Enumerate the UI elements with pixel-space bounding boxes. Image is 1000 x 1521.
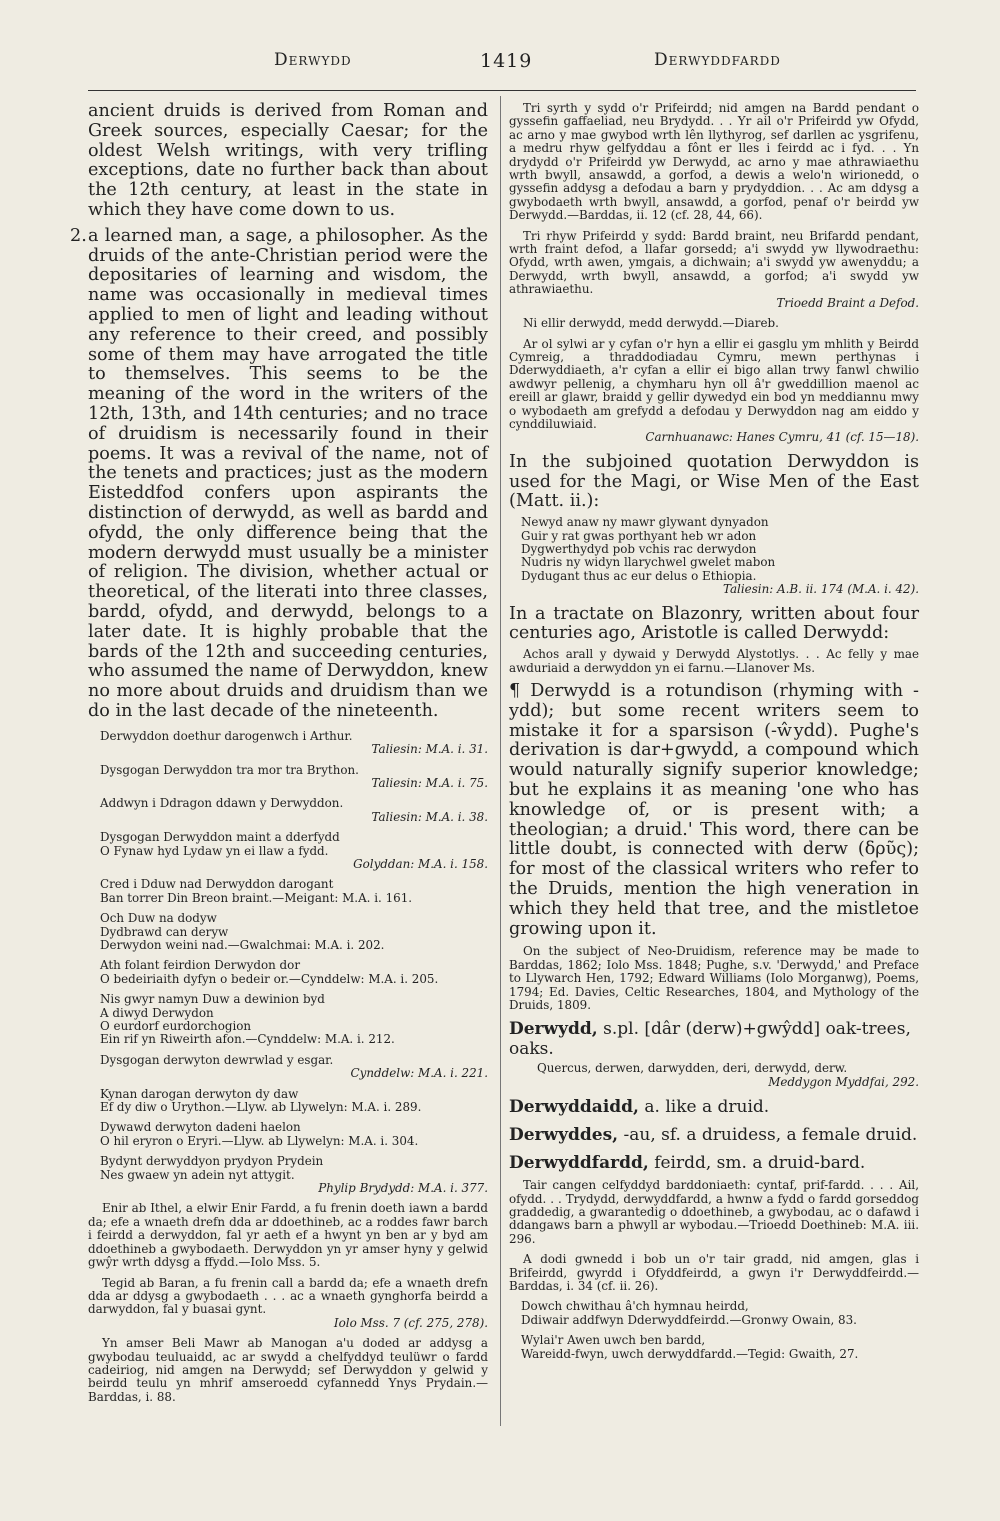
- verse-quote: [88, 1054, 488, 1081]
- verse-line: O hil eryron o Eryri.—Llyw. ab Llywelyn: M.A. i. 304.: [100, 1133, 419, 1148]
- running-head-left: Derwydd: [274, 50, 352, 70]
- verse-quote: [509, 1334, 919, 1361]
- quote-citation: Carnhuanawc: Hanes Cymru, 41 (cf. 15—18).: [645, 430, 919, 445]
- quotation-list: [88, 730, 488, 1196]
- verse-quote: [88, 831, 488, 871]
- quote-citation: Taliesin: M.A. i. 75.: [371, 775, 488, 790]
- entry-derwyddes: [509, 1125, 919, 1145]
- verse-line: Guir y rat gwas porthyant heb wr adon: [521, 528, 757, 543]
- prose-quote: Tri syrth y sydd o'r Prifeirdd; nid amgen na Bardd pendant o gyssefin gaffaeliad, neu Brydydd. . . Yr ail o'r Prifeirdd yw Ofydd, ac arno y mae gwybod wrth lên llythyrog, sef darllen ac ysgrifenu, a medru rhyw gelfyddau a fônt er lles i feirdd ac i fyd. . . Yn drydydd o'r Prifeirdd yw Derwydd, ac arno y mae athrawiaethu wrth bwyll, ansawdd, a gorfod, a dewis a welo'n wirionedd, o gyssefin addysg a defodau a barn y prydyddion. . . Ac am ddysg a gwybodaeth wrth bwyll, ansawdd, a gorfod, penaf o'r beirdd yw Derwydd.—Barddas, ii. 12 (cf. 28, 44, 66).: [509, 101, 919, 223]
- sense-2: [70, 225, 488, 722]
- verse-quote: [88, 912, 488, 952]
- verse-line: Nis gwyr namyn Duw a dewinion byd: [100, 992, 325, 1007]
- sense-2-text: a learned man, a sage, a philosopher. As the druids of the ante-Christian period were the depositaries of learning and wisdom, the name was occasionally in medieval times applied to men of light and leading without any reference to their creed, and possibly some of them may have arrogated the title to themselves. This seems to be the meaning of the word in the writers of the 12th, 13th, and 14th centuries; and no trace of druidism is necessarily found in their poems. It was a revival of the name, not of the tenets and practices; just as the modern Eisteddfod confers upon aspirants the distinction of derwydd, as well as bardd and ofydd, the only difference being that the modern derwydd must usually be a minister of religion. The division, whether actual or theoretical, of the literati into three classes, bardd, ofydd, and derwydd, belongs to a later date. It is highly probable that the bards of the 12th and succeeding centuries, who assumed the name of Derwyddon, knew no more about druids and druidism than we do in the last decade of the nineteenth.: [88, 225, 488, 721]
- verse-line: O eurdorf eurdorchogion: [100, 1019, 252, 1034]
- quote-citation: Trioedd Braint a Defod.: [776, 295, 919, 310]
- verse-line: O bedeiriaith dyfyn o bedeir or.—Cynddelw: M.A. i. 205.: [100, 971, 439, 986]
- running-head-right: Derwyddfardd: [654, 50, 781, 70]
- reference-note: On the subject of Neo-Druidism, reference may be made to Barddas, 1862; Iolo Mss. 1848; Pughe, s.v. 'Derwydd,' and Preface to Llywarch Hen, 1792; Edward Williams (Iolo Morganwg), Poems, 1794; Ed. Davies, Celtic Researches, 1804, and Mythology of the Druids, 1809.: [509, 944, 919, 1012]
- definition: -au, sf. a druidess, a female druid.: [623, 1125, 918, 1146]
- verse-line: Nudris ny widyn llarychwel gwelet mabon: [521, 555, 776, 570]
- quote-citation: Taliesin: M.A. i. 38.: [371, 809, 488, 824]
- quote-citation: Iolo Mss. 7 (cf. 275, 278).: [333, 1315, 488, 1330]
- proverb: Ni ellir derwydd, medd derwydd.—Diareb.: [523, 316, 779, 331]
- editorial-note: In a tractate on Blazonry, written about four centuries ago, Aristotle is called Derwydd:: [509, 603, 919, 644]
- verse-line: Dysgogan Derwyddon maint a dderfydd: [100, 830, 340, 845]
- prose-quote: Yn amser Beli Mawr ab Manogan a'u doded ar addysg a gwybodau teuluaidd, ac ar swydd a chelfyddyd teulüwr o fardd cadeiriog, nid amgen na Derwydd; sef Derwyddon y gelwid y beirdd teulu yn mhrif amseroedd cyfannedd Ynys Prydain.—Barddas, i. 88.: [88, 1336, 488, 1404]
- verse-line: Wylai'r Awen uwch ben bardd,: [521, 1333, 706, 1348]
- verse-line: Dywawd derwyton dadeni haelon: [100, 1120, 301, 1135]
- headword: Derwyddaidd,: [509, 1097, 639, 1118]
- verse-line: Wareidd-fwyn, uwch derwyddfardd.—Tegid: Gwaith, 27.: [521, 1346, 859, 1361]
- prose-quote: Ar ol sylwi ar y cyfan o'r hyn a ellir ei gasglu ym mhlith y Beirdd Cymreig, a thraddodiadau Cymru, mewn perthynas i Dderwyddiaeth, a'r cyfan a ellir ei bigo allan trwy fanwl chwilio awdwyr pellenig, a chymharu hyn oll â'r gweddillion maenol ac ereill ar glawr, braidd y gellir dywedyd ein bod yn meddiannu mwy o wybodaeth am grefydd a defodau y Derwyddon nag am eiddo y cynddiluwiaid.: [509, 336, 919, 431]
- verse-quote: [509, 516, 919, 583]
- verse-quote: [88, 1121, 488, 1148]
- verse-line: Ath folant feirdion Derwydon dor: [100, 958, 301, 973]
- quote-citation: Cynddelw: M.A. i. 221.: [350, 1066, 488, 1081]
- sense-1-continuation: ancient druids is derived from Roman and Greek sources, especially Caesar; for the oldest Welsh writings, with very trifling exceptions, date no further back than about the 12th century, at least in the state in which they have come down to us.: [88, 101, 488, 220]
- verse-line: Bydynt derwyddyon prydyon Prydein: [100, 1154, 324, 1169]
- editorial-note: In the subjoined quotation Derwyddon is used for the Magi, or Wise Men of the East (Matt. ii.):: [509, 451, 919, 512]
- sense-number: 2.: [70, 225, 87, 246]
- prose-quote: Tair cangen celfyddyd barddoniaeth: cyntaf, prif-fardd. . . . Ail, ofydd. . . Trydydd, derwyddfardd, a hwnw a fydd o fardd gorseddog graddedig, a gwarantedig o ddoethineb, a gwybodau, ac o dafawd i ddangaws barn a phwyll ar wybodau.—Trioedd Doethineb: M.A. iii. 296.: [509, 1178, 919, 1246]
- entry-derwyddfardd: [509, 1153, 919, 1173]
- verse-quote: [88, 1155, 488, 1195]
- verse-line: Dowch chwithau â'ch hymnau heirdd,: [521, 1299, 749, 1314]
- verse-line: Dygwerthydyd pob vchis rac derwydon: [521, 541, 757, 556]
- quote-citation: Meddygon Myddfai, 292.: [768, 1074, 919, 1089]
- verse-line: Nes gwaew yn adein nyt attygit.: [100, 1167, 295, 1182]
- headword: Derwyddes,: [509, 1125, 619, 1146]
- headword: Derwydd,: [509, 1019, 598, 1040]
- verse-line: Ddiwair addfwyn Dderwyddfeirdd.—Gronwy Owain, 83.: [521, 1312, 857, 1327]
- headword: Derwyddfardd,: [509, 1153, 649, 1174]
- verse-line: Ef dy diw o Urython.—Llyw. ab Llywelyn: M.A. i. 289.: [100, 1100, 422, 1115]
- prose-quote: Quercus, derwen, darwydden, deri, derwydd, derw.: [537, 1061, 848, 1076]
- verse-line: Cred i Dduw nad Derwyddon darogant: [100, 877, 334, 892]
- etymology-note: ¶ Derwydd is a rotundison (rhyming with -ydd); but some recent writers seem to mistake it for a sparsison (-ŵydd). Pughe's derivation is dar+gwydd, a compound which would naturally signify superior knowledge; but he explains it as meaning 'one who has knowledge of, or is present with; a theologian; a druid.' This word, there can be little doubt, is connected with derw (δρῦς); for most of the classical writers who refer to the Druids, mention the high veneration in which they held that tree, and the mistletoe growing upon it.: [509, 680, 919, 939]
- right-column: [509, 102, 919, 1361]
- prose-quote: A dodi gwnedd i bob un o'r tair gradd, nid amgen, glas i Brifeirdd, gwyrdd i Ofyddfeirdd, a gwyn i'r Derwyddfeirdd.—Barddas, i. 34 (cf. ii. 26).: [509, 1252, 919, 1294]
- verse-quote: [88, 1088, 488, 1115]
- prose-quote: Tri rhyw Prifeirdd y sydd: Bardd braint, neu Brifardd pendant, wrth fraint defod, a llafar gorsedd; a'i swydd yw llywodraethu: Ofydd, wrth awen, ymgais, a dichwain; a'i swydd yw awenyddu; a Derwydd, wrth bwyll, ansawdd, a gorfod; a'i swydd yw athrawiaethu.: [509, 228, 919, 297]
- verse-quote: [509, 1300, 919, 1327]
- verse-quote: [88, 797, 488, 824]
- column-divider: [500, 96, 501, 1426]
- verse-line: Ein rif yn Riweirth afon.—Cynddelw: M.A. i. 212.: [100, 1032, 395, 1047]
- verse-quote: [88, 730, 488, 757]
- verse-quote: [88, 993, 488, 1047]
- verse-line: Dysgogan derwyton dewrwlad y esgar.: [100, 1052, 334, 1067]
- definition: a. like a druid.: [644, 1097, 770, 1118]
- prose-quote: Achos arall y dywaid y Derwydd Alystotlys. . . Ac felly y mae awduriaid a derwyddon yn ei farnu.—Llanover Ms.: [509, 647, 919, 675]
- prose-quote: Tegid ab Baran, a fu frenin call a bardd da; efe a wnaeth drefn dda ar ddysg a gwybodaeth . . . ac a wnaeth gynghorfa beirdd a darwyddon, fal y buasai gynt.: [88, 1275, 488, 1317]
- verse-quote: [88, 878, 488, 905]
- quote-citation: Phylip Brydydd: M.A. i. 377.: [318, 1181, 488, 1196]
- verse-line: Addwyn i Ddragon ddawn y Derwyddon.: [100, 796, 344, 811]
- verse-line: Newyd anaw ny mawr glywant dynyadon: [521, 515, 769, 530]
- verse-line: Dydbrawd can deryw: [100, 924, 229, 939]
- entry-derwyddaidd: [509, 1097, 919, 1117]
- verse-line: Kynan darogan derwyton dy daw: [100, 1086, 299, 1101]
- verse-line: Ban torrer Din Breon braint.—Meigant: M.A. i. 161.: [100, 890, 413, 905]
- entry-derwydd-pl: [509, 1019, 919, 1059]
- verse-quote: [88, 959, 488, 986]
- verse-line: Och Duw na dodyw: [100, 911, 217, 926]
- verse-line: A diwyd Derwydon: [100, 1005, 214, 1020]
- definition: s.pl. [dâr (derw)+gwŷdd] oak-trees, oaks.: [509, 1019, 911, 1060]
- header-rule: [88, 90, 916, 91]
- quote-citation: Taliesin: M.A. i. 31.: [371, 742, 488, 757]
- verse-line: Dysgogan Derwyddon tra mor tra Brython.: [100, 762, 359, 777]
- verse-quote: [88, 764, 488, 791]
- left-column: [70, 101, 488, 1404]
- definition: feirdd, sm. a druid-bard.: [654, 1153, 866, 1174]
- page-number: 1419: [480, 50, 533, 72]
- verse-line: Dydugant thus ac eur delus o Ethiopia.: [521, 568, 757, 583]
- prose-quote: Enir ab Ithel, a elwir Enir Fardd, a fu frenin doeth iawn a bardd da; efe a wnaeth drefn dda ar ddoethineb, ac a roddes fawr barch i feirdd a derwyddon, fal yr aeth ef a hwynt yn ben ar y byd am ddoethineb a gwybodaeth. Derwyddon yn yr amser hyny y gelwid gwŷr wrth ddysg a ffydd.—Iolo Mss. 5.: [88, 1201, 488, 1270]
- verse-line: Derwyddon doethur darogenwch i Arthur.: [100, 728, 353, 743]
- quote-citation: Golyddan: M.A. i. 158.: [353, 856, 488, 871]
- verse-line: O Fynaw hyd Lydaw yn ei llaw a fydd.: [100, 843, 329, 858]
- quote-citation: Taliesin: A.B. ii. 174 (M.A. i. 42).: [722, 582, 919, 597]
- verse-line: Derwydon weini nad.—Gwalchmai: M.A. i. 202.: [100, 937, 385, 952]
